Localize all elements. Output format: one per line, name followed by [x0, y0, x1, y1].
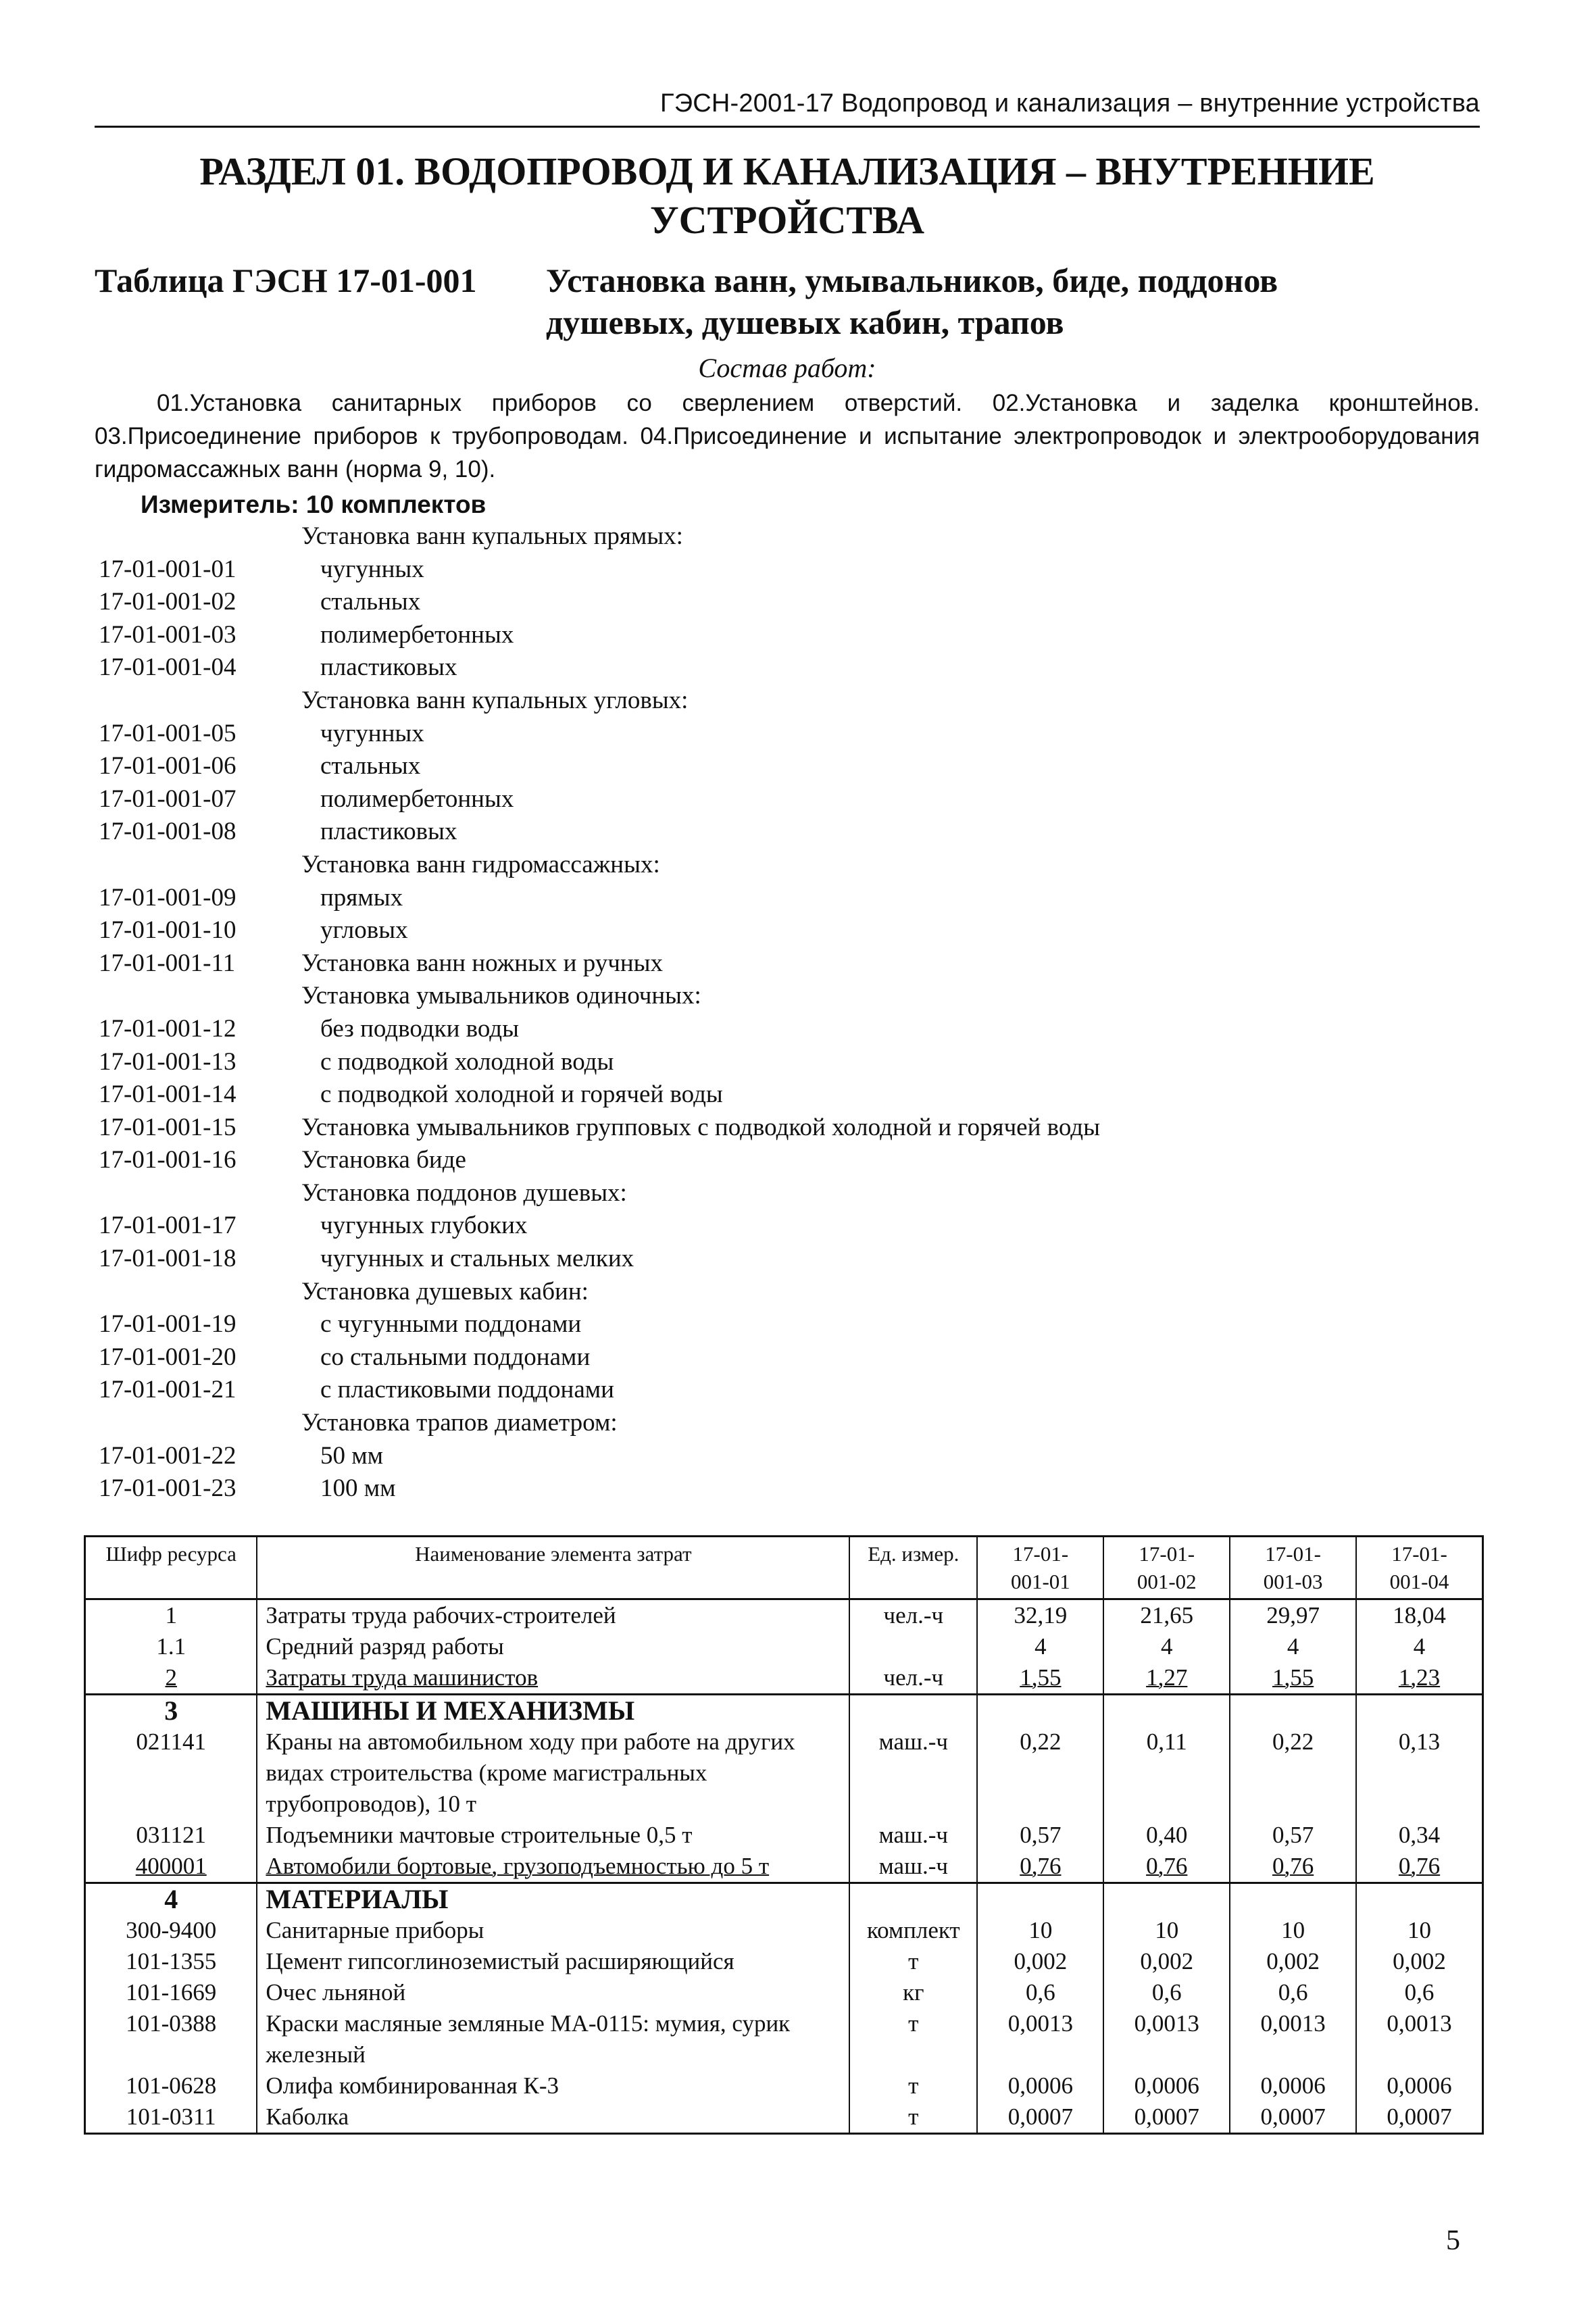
- cell-value: 1,55: [1230, 1662, 1356, 1695]
- table-row: [85, 1977, 1483, 2008]
- cell-value: 0,0007: [977, 2101, 1103, 2134]
- norm-code: 17-01-001-10: [99, 916, 236, 945]
- norm-text: стальных: [320, 588, 421, 616]
- cell-value: 0,0007: [1230, 2101, 1356, 2134]
- norm-item: [95, 750, 1480, 783]
- cell-value: 10: [1103, 1915, 1230, 1946]
- cell-value: 0,76: [1103, 1851, 1230, 1883]
- cell-unit: чел.-ч: [849, 1599, 977, 1632]
- cell-value: 0,0007: [1103, 2101, 1230, 2134]
- norm-item: [95, 816, 1480, 849]
- cell-name: МАШИНЫ И МЕХАНИЗМЫ: [257, 1695, 849, 1727]
- norm-code: 17-01-001-22: [99, 1441, 236, 1470]
- cell-value: [1103, 1883, 1230, 1916]
- norm-item: [95, 1308, 1480, 1341]
- cell-unit: т: [849, 2008, 977, 2070]
- header-col: 17-01- 001-02: [1103, 1537, 1230, 1599]
- norm-item: [95, 1440, 1480, 1473]
- cell-value: 0,11: [1103, 1726, 1230, 1820]
- cell-value: 32,19: [977, 1599, 1103, 1632]
- cell-code: 101-0628: [85, 2070, 257, 2101]
- norm-item: [95, 882, 1480, 915]
- norm-code: 17-01-001-21: [99, 1376, 236, 1404]
- norm-text: Установка ванн купальных угловых:: [301, 686, 689, 714]
- table-row: [85, 1851, 1483, 1883]
- norm-text: чугунных: [320, 555, 424, 583]
- table-row: [85, 1915, 1483, 1946]
- table-row: [85, 1599, 1483, 1632]
- cell-name: Средний разряд работы: [257, 1631, 849, 1662]
- cell-value: 21,65: [1103, 1599, 1230, 1632]
- norm-code: 17-01-001-06: [99, 752, 236, 780]
- table-row: [85, 1695, 1483, 1727]
- norm-text: Установка поддонов душевых:: [301, 1178, 627, 1207]
- cell-value: 0,0006: [1103, 2070, 1230, 2101]
- cell-code: 3: [85, 1695, 257, 1727]
- cell-value: 10: [1356, 1915, 1482, 1946]
- table-label: Таблица ГЭСН 17-01-001: [95, 262, 477, 299]
- table-row: [85, 2070, 1483, 2101]
- norm-text: полимербетонных: [320, 785, 514, 813]
- cell-code: 300-9400: [85, 1915, 257, 1946]
- cell-value: 0,0006: [1356, 2070, 1482, 2101]
- cell-name: Санитарные приборы: [257, 1915, 849, 1946]
- norm-item: [95, 1046, 1480, 1079]
- norm-text: прямых: [320, 883, 403, 912]
- cell-value: 4: [1356, 1631, 1482, 1662]
- cell-name: Каболка: [257, 2101, 849, 2134]
- cell-unit: [849, 1631, 977, 1662]
- norm-item: [95, 718, 1480, 751]
- norm-text: чугунных глубоких: [320, 1212, 528, 1240]
- norm-code: 17-01-001-16: [99, 1146, 236, 1174]
- cell-name: Цемент гипсоглиноземистый расширяющийся: [257, 1946, 849, 1977]
- norm-item: [95, 914, 1480, 947]
- norm-item: [95, 1013, 1480, 1046]
- cell-name: Олифа комбинированная К-3: [257, 2070, 849, 2101]
- norm-text: Установка ванн купальных прямых:: [301, 522, 683, 550]
- norm-item: [95, 1374, 1480, 1407]
- page-number: 5: [1446, 2225, 1460, 2256]
- cell-value: 1,55: [977, 1662, 1103, 1695]
- header-name: Наименование элемента затрат: [257, 1537, 849, 1599]
- cell-unit: т: [849, 1946, 977, 1977]
- norm-text: с чугунными поддонами: [320, 1310, 582, 1339]
- norm-code: 17-01-001-08: [99, 818, 236, 846]
- table-header-row: [85, 1537, 1483, 1599]
- cell-value: [1230, 1883, 1356, 1916]
- norm-code: 17-01-001-17: [99, 1212, 236, 1240]
- cell-value: 0,6: [977, 1977, 1103, 2008]
- cell-code: 101-1669: [85, 1977, 257, 2008]
- cell-code: 1: [85, 1599, 257, 1632]
- norm-text: Установка умывальников одиночных:: [301, 982, 701, 1010]
- cell-value: 1,27: [1103, 1662, 1230, 1695]
- cell-value: 0,13: [1356, 1726, 1482, 1820]
- cell-code: 400001: [85, 1851, 257, 1883]
- cell-value: 10: [977, 1915, 1103, 1946]
- norm-item: [95, 783, 1480, 816]
- cell-value: 0,34: [1356, 1820, 1482, 1851]
- norm-code: 17-01-001-11: [99, 949, 236, 977]
- header-code: Шифр ресурса: [85, 1537, 257, 1599]
- cell-value: 4: [1230, 1631, 1356, 1662]
- norm-item: [95, 1276, 1480, 1309]
- cell-value: 0,0013: [1356, 2008, 1482, 2070]
- norm-item: [95, 947, 1480, 980]
- norm-text: со стальными поддонами: [320, 1343, 591, 1371]
- cell-code: 101-0388: [85, 2008, 257, 2070]
- norm-item: [95, 1341, 1480, 1374]
- header-rule: [95, 126, 1480, 128]
- cell-value: 0,57: [1230, 1820, 1356, 1851]
- running-header: ГЭСН-2001-17 Водопровод и канализация – внутренние устройства: [659, 89, 1480, 118]
- table-row: [85, 1883, 1483, 1916]
- resource-table: [84, 1535, 1484, 2135]
- cell-value: 0,002: [977, 1946, 1103, 1977]
- norm-item: [95, 1407, 1480, 1440]
- cell-value: [1356, 1695, 1482, 1727]
- cell-value: 0,0006: [1230, 2070, 1356, 2101]
- cell-name: Краски масляные земляные МА-0115: мумия, сурик железный: [257, 2008, 849, 2070]
- cell-value: 0,002: [1103, 1946, 1230, 1977]
- norm-item: [95, 1210, 1480, 1243]
- norm-text: Установка биде: [301, 1146, 466, 1174]
- norm-item: [95, 651, 1480, 684]
- norm-text: Установка ванн гидромассажных:: [301, 850, 660, 878]
- table-row: [85, 2101, 1483, 2134]
- norm-text: Установка душевых кабин:: [301, 1277, 589, 1305]
- cell-value: 18,04: [1356, 1599, 1482, 1632]
- cell-code: 101-1355: [85, 1946, 257, 1977]
- cell-name: Автомобили бортовые, грузоподъемностью до 5 т: [257, 1851, 849, 1883]
- cell-name: Краны на автомобильном ходу при работе на других видах строительства (кроме магистральных трубопроводов), 10 т: [257, 1726, 849, 1820]
- cell-value: 0,002: [1230, 1946, 1356, 1977]
- section-title: РАЗДЕЛ 01. ВОДОПРОВОД И КАНАЛИЗАЦИЯ – ВНУТРЕННИЕ УСТРОЙСТВА: [199, 149, 1375, 242]
- cell-value: 4: [1103, 1631, 1230, 1662]
- norm-text: пластиковых: [320, 653, 457, 682]
- table-row: [85, 1726, 1483, 1820]
- cell-unit: кг: [849, 1977, 977, 2008]
- norm-item: [95, 586, 1480, 619]
- table-row: [85, 1662, 1483, 1695]
- cell-code: 101-0311: [85, 2101, 257, 2134]
- cell-value: 0,6: [1356, 1977, 1482, 2008]
- norm-text: Установка трапов диаметром:: [301, 1409, 618, 1437]
- norm-item: [95, 1472, 1480, 1505]
- norm-text: с подводкой холодной воды: [320, 1047, 614, 1076]
- norm-code: 17-01-001-15: [99, 1113, 236, 1141]
- table-row: [85, 1820, 1483, 1851]
- norm-text: 100 мм: [320, 1474, 396, 1503]
- table-title: Установка ванн, умывальников, биде, поддонов душевых, душевых кабин, трапов: [546, 262, 1278, 341]
- norm-text: с подводкой холодной и горячей воды: [320, 1080, 723, 1109]
- table-row: [85, 1946, 1483, 1977]
- norm-text: Установка умывальников групповых с подводкой холодной и горячей воды: [301, 1113, 1100, 1141]
- cell-value: 0,22: [977, 1726, 1103, 1820]
- header-col: 17-01- 001-01: [977, 1537, 1103, 1599]
- norm-item: [95, 619, 1480, 652]
- cell-value: [1230, 1695, 1356, 1727]
- composition-text: 01.Установка санитарных приборов со сверлением отверстий. 02.Установка и заделка кронштейнов. 03.Присоединение приборов к трубопроводам. 04.Присоединение и испытание электропроводок и электрооборудования гидромассажных ванн (норма 9, 10).: [95, 390, 1480, 482]
- norm-code: 17-01-001-13: [99, 1047, 236, 1076]
- norm-code: 17-01-001-04: [99, 653, 236, 682]
- norm-code: 17-01-001-03: [99, 620, 236, 649]
- cell-value: 4: [977, 1631, 1103, 1662]
- norm-code: 17-01-001-09: [99, 883, 236, 912]
- header-col: 17-01- 001-03: [1230, 1537, 1356, 1599]
- cell-value: 0,6: [1103, 1977, 1230, 2008]
- cell-value: [1103, 1695, 1230, 1727]
- cell-name: Подъемники мачтовые строительные 0,5 т: [257, 1820, 849, 1851]
- cell-value: 0,22: [1230, 1726, 1356, 1820]
- cell-name: Очес льняной: [257, 1977, 849, 2008]
- norm-list: [95, 520, 1480, 1505]
- norm-item: [95, 553, 1480, 587]
- cell-value: 1,23: [1356, 1662, 1482, 1695]
- norm-text: 50 мм: [320, 1441, 384, 1470]
- cell-code: 1.1: [85, 1631, 257, 1662]
- cell-code: 021141: [85, 1726, 257, 1820]
- norm-code: 17-01-001-07: [99, 785, 236, 813]
- cell-value: 0,0013: [1103, 2008, 1230, 2070]
- norm-item: [95, 849, 1480, 882]
- cell-value: 0,0013: [1230, 2008, 1356, 2070]
- cell-value: 0,0013: [977, 2008, 1103, 2070]
- table-row: [85, 1631, 1483, 1662]
- norm-text: Установка ванн ножных и ручных: [301, 949, 664, 977]
- norm-text: чугунных: [320, 719, 424, 747]
- cell-value: 0,57: [977, 1820, 1103, 1851]
- cell-value: 10: [1230, 1915, 1356, 1946]
- norm-code: 17-01-001-14: [99, 1080, 236, 1109]
- composition-label: Состав работ:: [698, 353, 876, 383]
- cell-value: [977, 1883, 1103, 1916]
- norm-text: стальных: [320, 752, 421, 780]
- cell-unit: комплект: [849, 1915, 977, 1946]
- cell-value: 0,40: [1103, 1820, 1230, 1851]
- cell-unit: маш.-ч: [849, 1820, 977, 1851]
- norm-item: [95, 520, 1480, 553]
- norm-item: [95, 1078, 1480, 1112]
- norm-code: 17-01-001-01: [99, 555, 236, 583]
- norm-item: [95, 1144, 1480, 1177]
- cell-unit: [849, 1883, 977, 1916]
- table-body: [85, 1599, 1483, 2134]
- cell-unit: т: [849, 2070, 977, 2101]
- norm-text: чугунных и стальных мелких: [320, 1245, 634, 1273]
- norm-item: [95, 684, 1480, 718]
- cell-unit: [849, 1695, 977, 1727]
- norm-item: [95, 1243, 1480, 1276]
- norm-text: полимербетонных: [320, 620, 514, 649]
- norm-item: [95, 1112, 1480, 1145]
- norm-code: 17-01-001-18: [99, 1245, 236, 1273]
- cell-name: МАТЕРИАЛЫ: [257, 1883, 849, 1916]
- cell-name: Затраты труда рабочих-строителей: [257, 1599, 849, 1632]
- table-row: [85, 2008, 1483, 2070]
- norm-code: 17-01-001-20: [99, 1343, 236, 1371]
- norm-text: с пластиковыми поддонами: [320, 1376, 614, 1404]
- norm-code: 17-01-001-12: [99, 1014, 236, 1043]
- cell-value: 0,6: [1230, 1977, 1356, 2008]
- cell-value: 0,0006: [977, 2070, 1103, 2101]
- cell-value: 0,76: [1230, 1851, 1356, 1883]
- cell-unit: маш.-ч: [849, 1726, 977, 1820]
- norm-item: [95, 1177, 1480, 1210]
- header-col: 17-01- 001-04: [1356, 1537, 1482, 1599]
- norm-text: пластиковых: [320, 818, 457, 846]
- norm-code: 17-01-001-23: [99, 1474, 236, 1503]
- cell-unit: чел.-ч: [849, 1662, 977, 1695]
- cell-value: [1356, 1883, 1482, 1916]
- norm-code: 17-01-001-05: [99, 719, 236, 747]
- norm-text: без подводки воды: [320, 1014, 519, 1043]
- cell-value: 29,97: [1230, 1599, 1356, 1632]
- cell-value: 0,76: [1356, 1851, 1482, 1883]
- meter-label: Измеритель: 10 комплектов: [141, 491, 487, 518]
- norm-code: 17-01-001-02: [99, 588, 236, 616]
- norm-text: угловых: [320, 916, 408, 945]
- cell-code: 4: [85, 1883, 257, 1916]
- cell-unit: т: [849, 2101, 977, 2134]
- header-unit: Ед. измер.: [849, 1537, 977, 1599]
- cell-value: 0,0007: [1356, 2101, 1482, 2134]
- norm-code: 17-01-001-19: [99, 1310, 236, 1339]
- cell-name: Затраты труда машинистов: [257, 1662, 849, 1695]
- norm-item: [95, 980, 1480, 1013]
- cell-value: [977, 1695, 1103, 1727]
- cell-value: 0,002: [1356, 1946, 1482, 1977]
- cell-code: 031121: [85, 1820, 257, 1851]
- cell-value: 0,76: [977, 1851, 1103, 1883]
- cell-unit: маш.-ч: [849, 1851, 977, 1883]
- cell-code: 2: [85, 1662, 257, 1695]
